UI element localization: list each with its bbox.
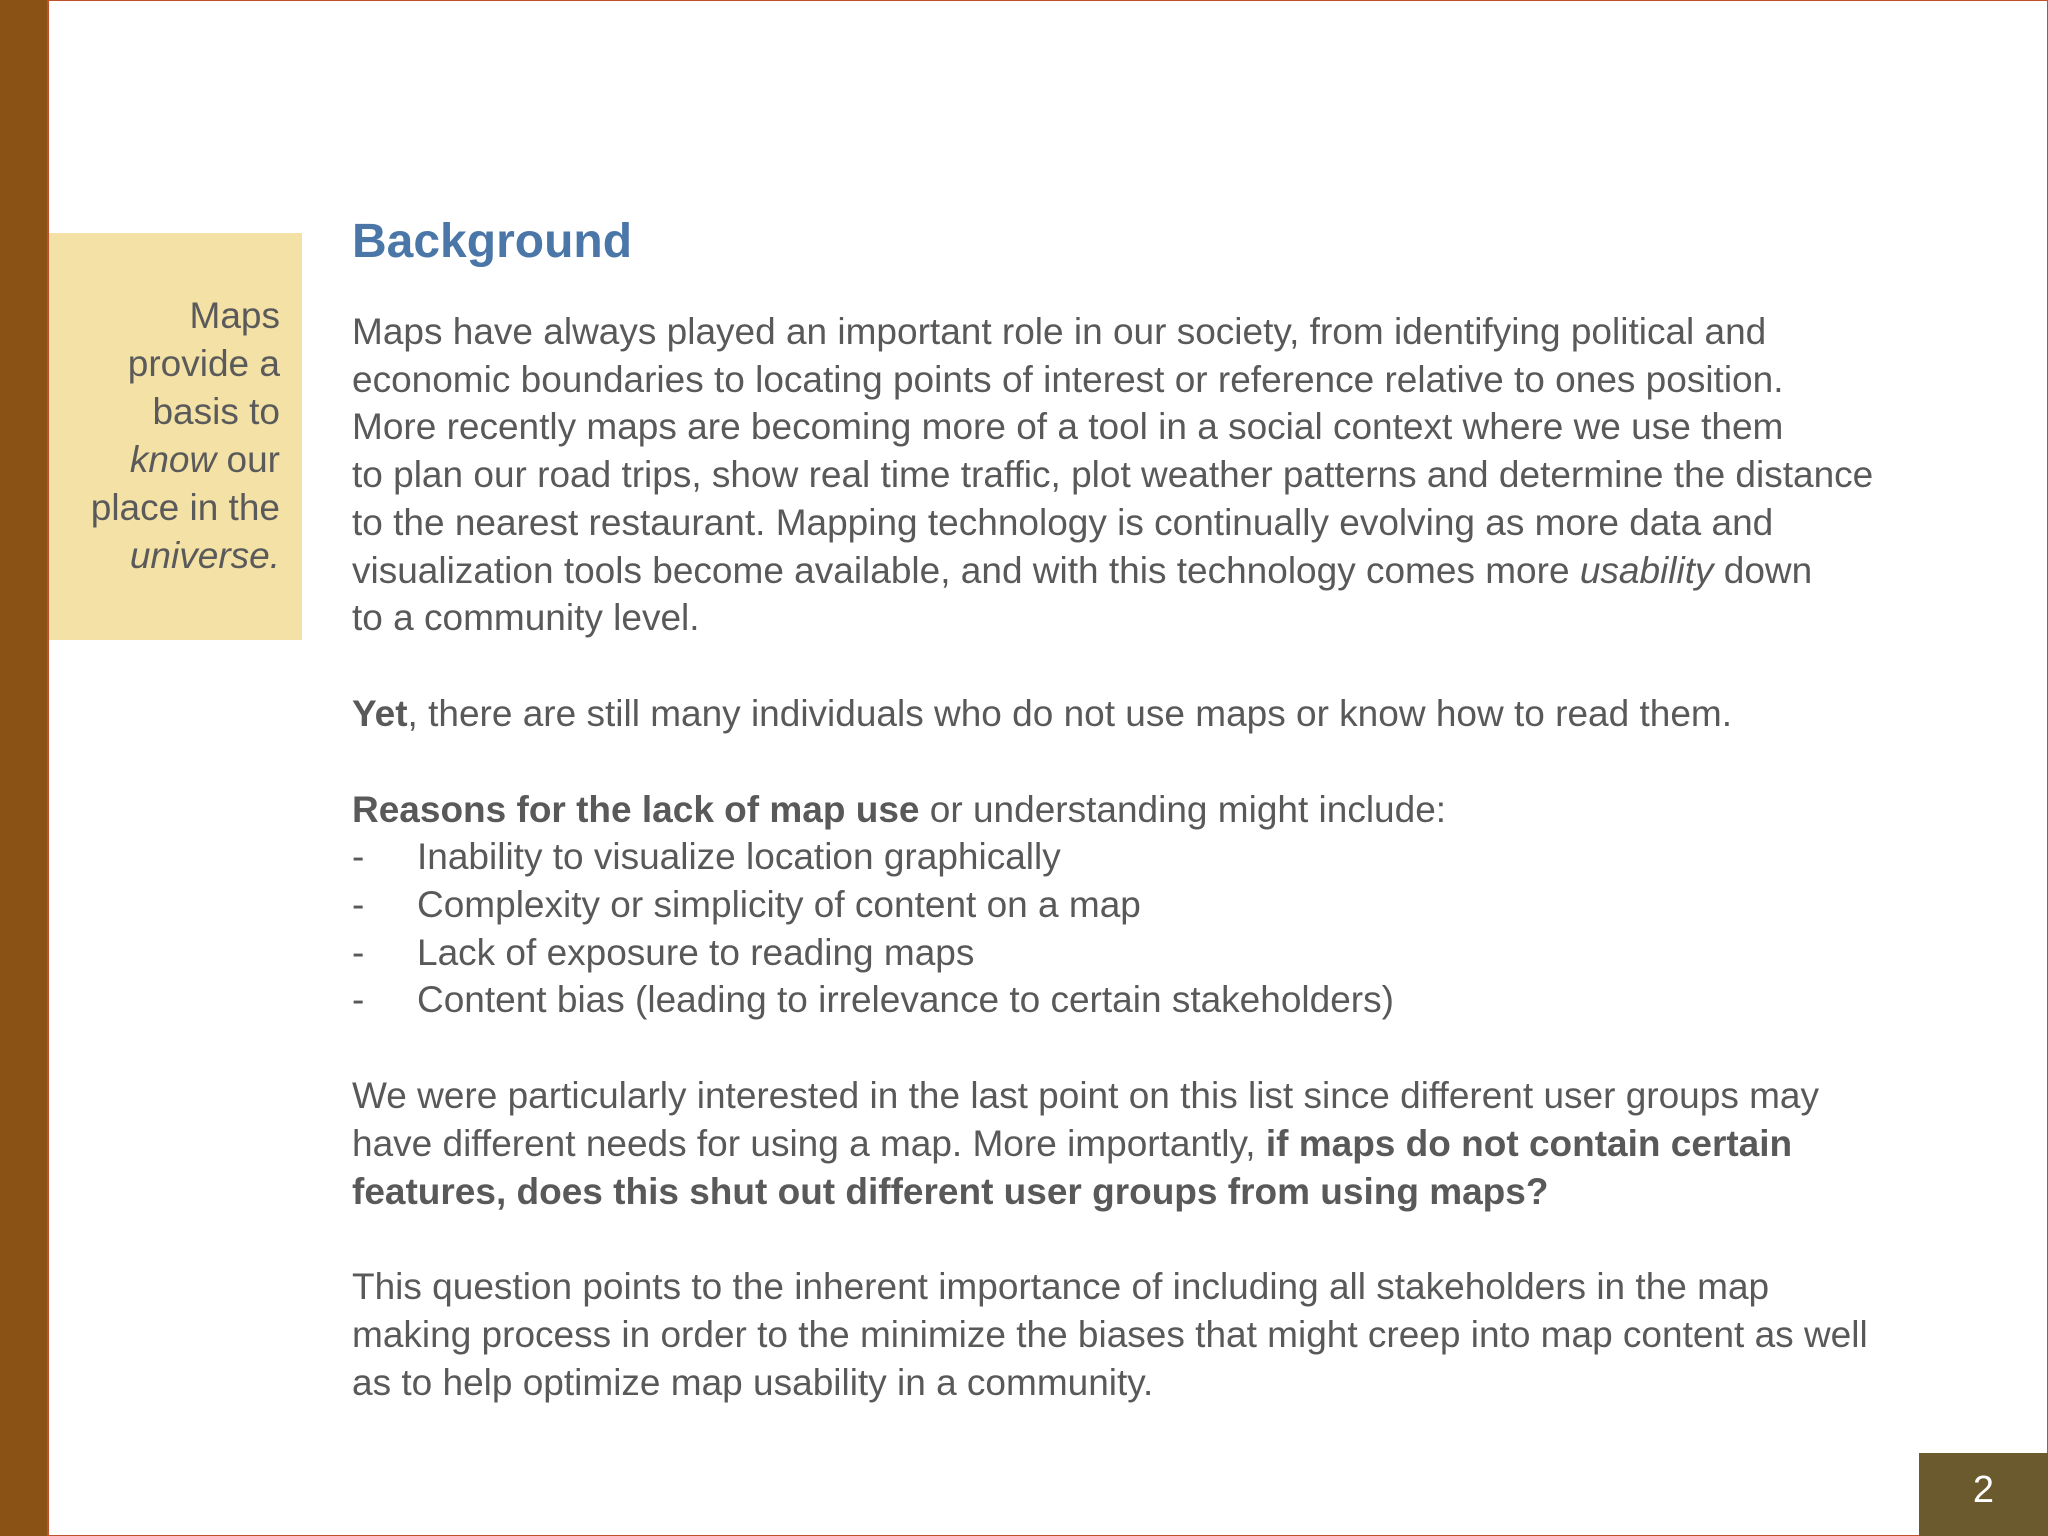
page-number-badge: 2: [1919, 1453, 2048, 1536]
text-line: to plan our road trips, show real time traffic, plot weather patterns and determine the distance: [352, 454, 1874, 496]
yet-paragraph: Yet, there are still many individuals who do not use maps or know how to read them.: [352, 692, 1732, 734]
text-line: More recently maps are becoming more of a tool in a social context where we use them: [352, 406, 1784, 448]
quote-line: Maps: [189, 295, 280, 336]
intro-paragraph: [352, 308, 2002, 642]
text-line: We were particularly interested in the last point on this list since different user groups may: [352, 1075, 1820, 1117]
main-content: [352, 212, 2002, 1406]
text-line: making process in order to the minimize the biases that might creep into map content as well: [352, 1313, 1868, 1355]
reasons-intro: Reasons for the lack of map use or understanding might include:: [352, 788, 1447, 830]
quote-line: know our: [129, 439, 280, 480]
list-item: - Complexity or simplicity of content on a map: [352, 884, 1141, 926]
text-line: visualization tools become available, and with this technology comes more usability down: [352, 549, 1813, 591]
page-title: Background: [352, 215, 633, 268]
quote-line: place in the: [90, 487, 280, 528]
text-line: Maps have always played an important role in our society, from identifying political and: [352, 311, 1767, 352]
list-item: - Content bias (leading to irrelevance to certain stakeholders): [352, 979, 1394, 1021]
closing-paragraph: [352, 1263, 2002, 1406]
left-accent-bar: [0, 0, 49, 1536]
text-line: as to help optimize map usability in a community.: [352, 1361, 1154, 1403]
text-line: to a community level.: [352, 597, 700, 639]
sidebar-quote: [60, 292, 280, 580]
text-line: This question points to the inherent importance of including all stakeholders in the map: [352, 1266, 1770, 1308]
text-line: features, does this shut out different user groups from using maps?: [352, 1170, 1549, 1212]
text-line: have different needs for using a map. More importantly, if maps do not contain certain: [352, 1122, 1793, 1164]
list-item: - Lack of exposure to reading maps: [352, 931, 975, 973]
sidebar-callout: [49, 233, 302, 640]
interest-paragraph: [352, 1072, 2002, 1215]
quote-line: basis to: [152, 391, 280, 432]
reasons-list: [352, 833, 2002, 1024]
text-line: economic boundaries to locating points of interest or reference relative to ones position.: [352, 358, 1784, 400]
text-line: to the nearest restaurant. Mapping technology is continually evolving as more data and: [352, 501, 1774, 543]
list-item: - Inability to visualize location graphically: [352, 836, 1061, 878]
quote-line: provide a: [127, 343, 280, 384]
quote-line: universe.: [129, 535, 280, 576]
